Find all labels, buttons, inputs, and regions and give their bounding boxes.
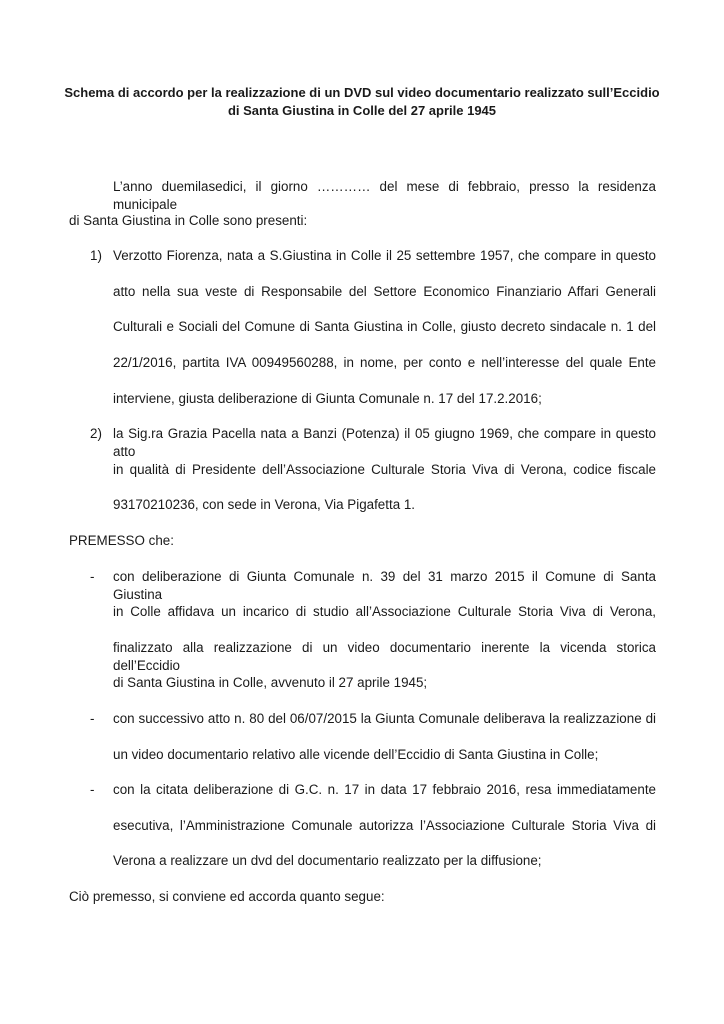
- premise-1-line-4: di Santa Giustina in Colle, avvenuto il 27 aprile 1945;: [113, 675, 428, 690]
- premise-1-line-3: finalizzato alla realizzazione di un video documentario inerente la vicenda storica dell’Eccidio: [113, 640, 656, 673]
- premise-2-line-1: con successivo atto n. 80 del 06/07/2015 la Giunta Comunale deliberava la realizzazione di: [113, 711, 656, 726]
- premise-bullet-1: -: [90, 569, 95, 584]
- party-1-line-1: Verzotto Fiorenza, nata a S.Giustina in Colle il 25 settembre 1957, che compare in questo: [113, 248, 656, 263]
- title-line-1: Schema di accordo per la realizzazione di un DVD sul video documentario realizzato sull’Eccidio: [64, 85, 660, 100]
- party-number-2: 2): [90, 426, 102, 441]
- premise-2-line-2: un video documentario relativo alle vicende dell’Eccidio di Santa Giustina in Colle;: [113, 747, 599, 762]
- party-1-line-2: atto nella sua veste di Responsabile del Settore Economico Finanziario Affari Generali: [113, 284, 656, 299]
- premise-1-line-1: con deliberazione di Giunta Comunale n. 39 del 31 marzo 2015 il Comune di Santa Giustina: [113, 569, 656, 602]
- title-line-2: di Santa Giustina in Colle del 27 aprile 1945: [227, 103, 497, 118]
- document-title: [60, 84, 664, 120]
- premise-3-line-2: esecutiva, l’Amministrazione Comunale autorizza l’Associazione Culturale Storia Viva di: [113, 818, 656, 833]
- premise-3-line-1: con la citata deliberazione di G.C. n. 17 in data 17 febbraio 2016, resa immediatamente: [113, 782, 656, 797]
- intro-line-1: L’anno duemilasedici, il giorno ………… del mese di febbraio, presso la residenza municipale: [113, 179, 656, 212]
- intro-line-2: di Santa Giustina in Colle sono presenti:: [69, 213, 308, 228]
- party-1-line-4: 22/1/2016, partita IVA 00949560288, in nome, per conto e nell’interesse del quale Ente: [113, 355, 656, 370]
- party-1-line-3: Culturali e Sociali del Comune di Santa Giustina in Colle, giusto decreto sindacale n. 1 del: [113, 319, 656, 334]
- premise-bullet-2: -: [90, 711, 95, 726]
- party-number-1: 1): [90, 248, 102, 263]
- premise-bullet-3: -: [90, 782, 95, 797]
- premise-3-line-3: Verona a realizzare un dvd del documentario realizzato per la diffusione;: [113, 853, 542, 868]
- party-1-line-5: interviene, giusta deliberazione di Giunta Comunale n. 17 del 17.2.2016;: [113, 391, 542, 406]
- party-2-line-3: 93170210236, con sede in Verona, Via Pigafetta 1.: [113, 497, 416, 512]
- party-2-line-1: la Sig.ra Grazia Pacella nata a Banzi (Potenza) il 05 giugno 1969, che compare in questo atto: [113, 426, 656, 459]
- closing-statement: Ciò premesso, si conviene ed accorda quanto segue:: [69, 889, 385, 904]
- party-2-line-2: in qualità di Presidente dell’Associazione Culturale Storia Viva di Verona, codice fiscale: [113, 462, 656, 477]
- premesso-heading: PREMESSO che:: [69, 533, 174, 548]
- premise-1-line-2: in Colle affidava un incarico di studio all’Associazione Culturale Storia Viva di Verona,: [113, 604, 656, 619]
